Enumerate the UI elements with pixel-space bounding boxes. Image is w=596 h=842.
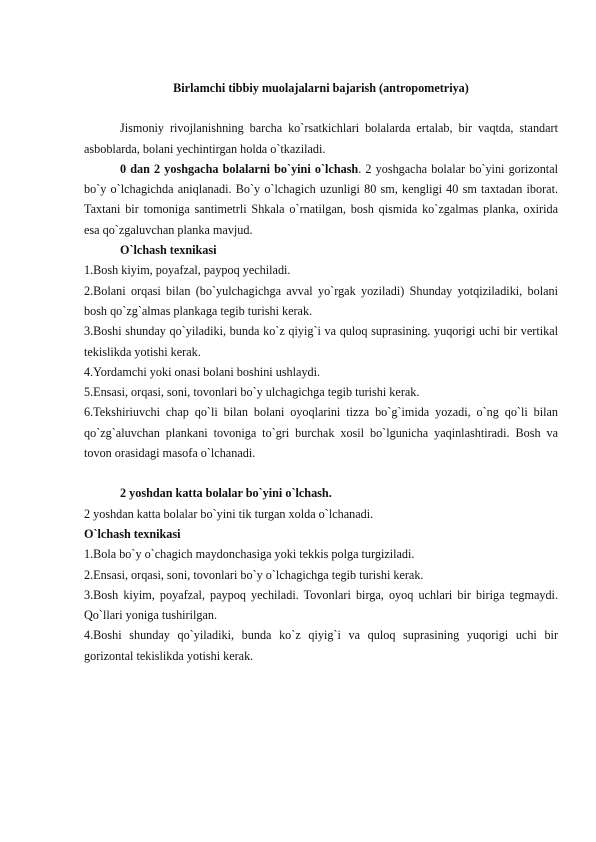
section2-heading: 2 yoshdan katta bolalar bo`yini o`lchash. xyxy=(120,486,332,501)
section1-step-4: 4.Yordamchi yoki onasi bolani boshini ushlaydi. xyxy=(84,364,321,379)
section1-step-6: 6.Tekshiriuvchi chap qo`li bilan bolani oyoqlarini tizza bo`g`imida yozadi, o`ng qo`li bilan qo`zg`aluvchan plankani tovoniga to`gri burchak xosil bo`lgunicha yaqinlashtiradi. Bosh va tovon orasidagi masofa o`lchanadi. xyxy=(84,405,558,461)
section1-step-5: 5.Ensasi, orqasi, soni, tovonlari bo`y ulchagichga tegib turishi kerak. xyxy=(84,385,420,400)
section2-step-4: 4.Boshi shunday qo`yiladiki, bunda ko`z qiyig`i va quloq suprasining yuqorigi uchi bir gorizontal tekislikda yotishi kerak. xyxy=(84,628,558,663)
section1-heading: 0 dan 2 yoshgacha bolalarni bo`yini o`lchash xyxy=(120,161,359,176)
section2-step-1: 1.Bola bo`y o`chagich maydonchasiga yoki tekkis polga turgiziladi. xyxy=(84,547,415,562)
section1-step-1: 1.Bosh kiyim, poyafzal, paypoq yechiladi. xyxy=(84,263,291,278)
section2-text: 2 yoshdan katta bolalar bo`yini tik turgan xolda o`lchanadi. xyxy=(84,506,374,521)
section1-paragraph xyxy=(84,159,558,240)
section1-step-2: 2.Bolani orqasi bilan (bo`yulchagichga avval yo`rgak yoziladi) Shunday yotqiziladiki, bolani bosh qo`zg`almas plankaga tegib turishi kerak. xyxy=(84,283,558,318)
paragraph-spacer xyxy=(84,463,558,483)
section1-step-3: 3.Boshi shunday qo`yiladiki, bunda ko`z qiyig`i va quloq suprasining. yuqorigi uchi bir vertikal tekislikda yotishi kerak. xyxy=(84,324,558,359)
section1-technique-title: O`lchash texnikasi xyxy=(120,243,217,258)
section2-step-3: 3.Bosh kiyim, poyafzal, paypoq yechiladi. Tovonlari birga, oyoq uchlari bir biriga tegmaydi. Qo`llari yoniga tushirilgan. xyxy=(84,587,558,623)
page-title: Birlamchi tibbiy muolajalarni bajarish (antropometriya) xyxy=(173,81,469,95)
section2-technique-title: O`lchash texnikasi xyxy=(84,526,181,541)
intro-paragraph: Jismoniy rivojlanishning barcha ko`rsatkichlari bolalarda ertalab, bir vaqtda, standart asboblarda, bolani yechintirgan holda o`tkaziladi. xyxy=(84,121,558,156)
document-page xyxy=(84,78,558,666)
section2-step-2: 2.Ensasi, orqasi, soni, tovonlari bo`y o`lchagichga tegib turishi kerak. xyxy=(84,567,424,582)
section1-text: . 2 yoshgacha bolalar bo`yini gorizontal bo`y o`lchagichda aniqlanadi. Bo`y o`lchagich uzunligi 80 sm, kengligi 40 sm taxtadan iborat. Taxtani bir tomoniga santimetrli Shkala o`rnatilgan, bosh qismida ko`zgalmas planka, oxirida esa qo`zgaluvchan planka mavjud. xyxy=(84,161,558,237)
